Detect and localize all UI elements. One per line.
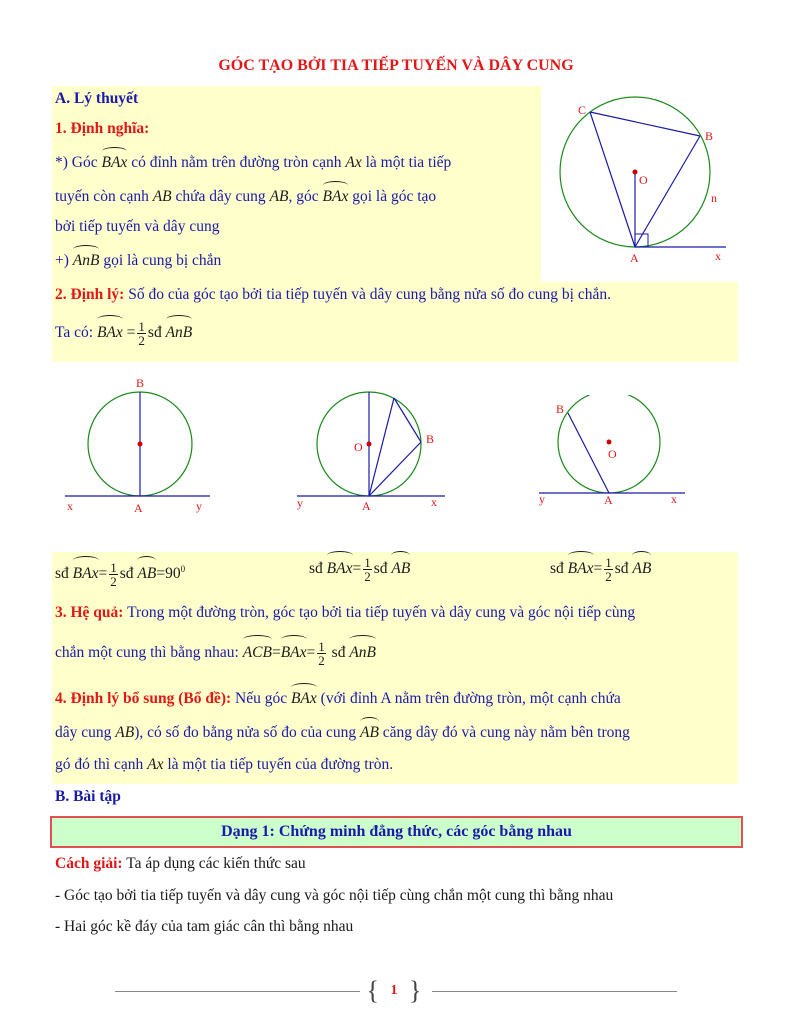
chord-ab: AB [269, 188, 289, 205]
label-x: x [431, 495, 437, 509]
label-x: x [715, 249, 721, 263]
sd: sđ [373, 560, 388, 578]
text: Ta có: [55, 324, 94, 342]
frac-num: 1 [605, 555, 612, 570]
formula-case-1: sđ BAx= $\frac{1}{2}$ sđ $AB=90^0$ [55, 560, 186, 590]
arc-anb: AnB [349, 640, 376, 666]
text: là một tia tiếp [365, 154, 452, 171]
frac-den: 2 [110, 574, 117, 590]
angle-acb: ACB [243, 640, 272, 666]
label-y: y [196, 499, 202, 513]
text: có đỉnh nằm trên đường tròn cạnh [131, 154, 342, 171]
case-figure-diameter [55, 372, 225, 517]
dang1-banner: Dạng 1: Chứng minh đẳng thức, các góc bằng nhau [50, 816, 743, 848]
ray-ax: Ax [147, 756, 164, 773]
tangent-chord-figure [548, 92, 738, 267]
theorem-heading: 2. Định lý: [55, 286, 125, 303]
page-title: GÓC TẠO BỞI TIA TIẾP TUYẾN VÀ DÂY CUNG [218, 57, 574, 74]
ray-ax: Ax [345, 154, 362, 171]
label-b: B [705, 129, 714, 143]
footer-line-right [432, 991, 677, 992]
corollary-heading: 3. Hệ quả: [55, 604, 124, 621]
definition-line-2 [55, 186, 436, 208]
case-figure-center-outside [535, 395, 695, 515]
label-n: n [711, 191, 717, 205]
frac-den: 2 [364, 569, 371, 584]
sd: sđ [147, 324, 162, 342]
label-a: A [630, 251, 639, 265]
angle-bax: BAx [327, 556, 353, 582]
angle-bax: BAx [568, 556, 594, 582]
frac-num: 1 [138, 319, 145, 334]
theorem-formula: Ta có: BAx = $\frac{1}{2}$ sđ AnB [55, 319, 193, 348]
sd: sđ [119, 565, 134, 583]
angle-bax: BAx [291, 688, 317, 710]
frac-den: 2 [318, 653, 325, 668]
frac-num: 1 [364, 555, 371, 570]
text: +) [55, 252, 69, 269]
degree-value: 90 [165, 565, 181, 583]
method-heading: Cách giải: [55, 855, 123, 872]
text: Nếu góc [235, 690, 288, 707]
method-text: Ta áp dụng các kiến thức sau [126, 855, 306, 872]
label-x: x [671, 492, 677, 506]
label-y: y [297, 496, 303, 510]
text: gọi là góc tạo [352, 188, 437, 205]
definition-line-3: bởi tiếp tuyến và dây cung [55, 218, 220, 235]
sd: sđ [55, 565, 69, 583]
supp-line-1 [55, 688, 621, 710]
text: chứa dây cung [175, 188, 266, 205]
angle-bax: BAx [281, 640, 307, 666]
frac-num: 1 [110, 560, 117, 576]
label-y: y [539, 492, 545, 506]
angle-bax: BAx [73, 561, 99, 587]
supp-heading: 4. Định lý bổ sung (Bổ đề): [55, 690, 232, 707]
definition-line-4 [55, 250, 221, 272]
ray-ab: AB [152, 188, 172, 205]
angle-bax: BAx [323, 186, 349, 208]
sd: sđ [550, 560, 564, 578]
theorem-text: Số đo của góc tạo bởi tia tiếp tuyến và dây cung bằng nửa số đo cung bị chắn. [128, 286, 611, 303]
text: , góc [288, 188, 319, 205]
angle-bax: BAx [102, 152, 128, 174]
label-o: O [639, 173, 648, 187]
label-o: O [608, 447, 617, 461]
bullet-2: - Hai góc kề đáy của tam giác cân thì bằng nhau [55, 918, 354, 935]
label-o: O [354, 440, 363, 454]
corollary-text: Trong một đường tròn, góc tạo bởi tia tiếp tuyến và dây cung và góc nội tiếp cùng [127, 604, 636, 621]
chord-ab: AB [115, 724, 135, 741]
degree-sup: 0 [180, 564, 186, 574]
formula-case-2: sđ BAx= $\frac{1}{2}$ sđ AB [309, 555, 411, 584]
page-number-box: { 1 } [366, 976, 422, 1005]
definition-line-1 [55, 152, 451, 174]
section-a-heading: A. Lý thuyết [55, 90, 139, 107]
supp-line-3 [55, 754, 393, 776]
frac-den: 2 [138, 333, 145, 348]
sd: sđ [309, 560, 323, 578]
arc-ab: AB [391, 556, 410, 582]
bullet-1: - Góc tạo bởi tia tiếp tuyến và dây cung và góc nội tiếp cùng chắn một cung thì bằng nhau [55, 887, 614, 904]
arc-ab: AB [632, 556, 651, 582]
label-a: A [604, 493, 613, 507]
section-b-heading: B. Bài tập [55, 788, 121, 805]
label-a: A [362, 499, 371, 513]
text: *) Góc [55, 154, 98, 171]
footer-line-left [115, 991, 360, 992]
angle-bax: BAx [97, 320, 123, 346]
corollary-line-2: chắn một cung thì bằng nhau: ACB=BAx= $\frac{1}{2}$ sđ AnB [55, 639, 377, 668]
text: gọi là cung bị chắn [103, 252, 222, 269]
supp-line-2 [55, 722, 630, 744]
sd: sđ [614, 560, 629, 578]
text: là một tia tiếp tuyến của đường tròn. [167, 756, 394, 773]
text: căng dây đó và cung này nằm bên trong [382, 724, 630, 741]
label-b: B [556, 402, 565, 416]
label-a: A [134, 501, 143, 515]
label-b: B [426, 432, 435, 446]
formula-case-3: sđ BAx= $\frac{1}{2}$ sđ AB [550, 555, 652, 584]
label-c: C [578, 103, 587, 117]
case-figure-center-inside [290, 380, 460, 515]
theorem-line [55, 284, 611, 306]
text: dây cung [55, 724, 112, 741]
label-b: B [136, 376, 145, 390]
definition-heading: 1. Định nghĩa: [55, 120, 150, 137]
arc-anb: AnB [166, 320, 193, 346]
sd: sđ [331, 644, 346, 662]
label-x: x [67, 499, 73, 513]
arc-ab: AB [137, 561, 156, 587]
frac-num: 1 [318, 639, 325, 654]
page-number: 1 [390, 983, 398, 998]
arc-ab: AB [360, 722, 379, 744]
arc-anb: AnB [73, 250, 100, 272]
frac-den: 2 [605, 569, 612, 584]
text: ), có số đo bằng nửa số đo của cung [134, 724, 357, 741]
corollary-line-1 [55, 602, 635, 624]
corollary-text: chắn một cung thì bằng nhau: [55, 644, 239, 662]
text: tuyến còn cạnh [55, 188, 149, 205]
text: gó đó thì cạnh [55, 756, 144, 773]
method-line [55, 853, 306, 875]
text: (với đỉnh A nằm trên đường tròn, một cạnh chứa [320, 690, 621, 707]
